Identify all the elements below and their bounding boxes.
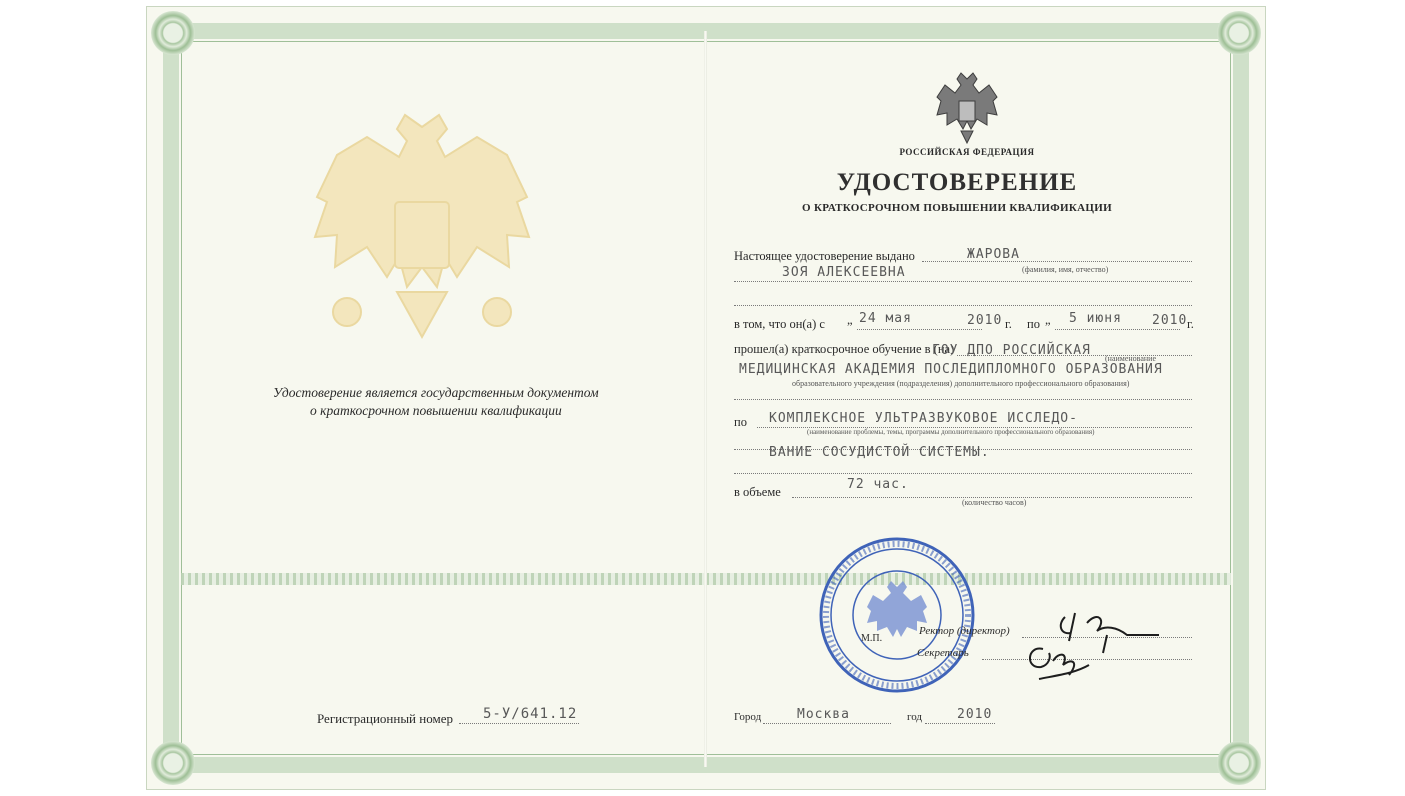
blank-line bbox=[734, 305, 1192, 306]
blank-line bbox=[734, 281, 1192, 282]
certificate-spread bbox=[146, 6, 1266, 790]
year-value: 2010 bbox=[957, 707, 993, 722]
secretary-label: Секретарь bbox=[917, 647, 969, 659]
start-date-line bbox=[857, 329, 982, 330]
end-date-line bbox=[1055, 329, 1180, 330]
city-value: Москва bbox=[797, 707, 850, 722]
year-line bbox=[925, 723, 995, 724]
topic-line1: КОМПЛЕКСНОЕ УЛЬТРАЗВУКОВОЕ ИССЛЕДО- bbox=[769, 411, 1078, 426]
period-to: по bbox=[1027, 317, 1040, 331]
secretary-signature bbox=[1019, 635, 1099, 685]
page-fold bbox=[704, 31, 707, 767]
certificate-subtitle: О КРАТКОСРОЧНОМ ПОВЫШЕНИИ КВАЛИФИКАЦИИ bbox=[802, 202, 1112, 214]
city-line bbox=[763, 723, 891, 724]
reg-line bbox=[459, 723, 579, 724]
period-prefix: в том, что он(а) с bbox=[734, 317, 825, 331]
volume-label: в объеме bbox=[734, 485, 781, 499]
left-note-line2: о краткосрочном повышении квалификации bbox=[310, 403, 562, 418]
institution-caption: образовательного учреждения (подразделения) дополнительного профессионального образования) bbox=[792, 379, 1130, 388]
start-year: 2010 bbox=[967, 313, 1003, 328]
given-names-value: ЗОЯ АЛЕКСЕЕВНА bbox=[782, 265, 906, 280]
blank-line bbox=[734, 399, 1192, 400]
quote-mark: „ bbox=[1045, 313, 1051, 327]
mp-label: М.П. bbox=[861, 633, 883, 644]
issued-label: Настоящее удостоверение выдано bbox=[734, 249, 915, 263]
corner-rosette bbox=[1217, 11, 1261, 55]
reg-label: Регистрационный номер bbox=[317, 711, 453, 726]
corner-rosette bbox=[151, 11, 195, 55]
surname-value: ЖАРОВА bbox=[967, 247, 1020, 262]
institution-line2: МЕДИЦИНСКАЯ АКАДЕМИЯ ПОСЛЕДИПЛОМНОГО ОБРАЗОВАНИЯ bbox=[739, 362, 1163, 377]
end-day-month: 5 июня bbox=[1069, 311, 1122, 326]
year-label: год bbox=[907, 711, 923, 723]
institution-caption-right: (наименование bbox=[1105, 354, 1157, 363]
coat-of-arms-icon bbox=[935, 71, 999, 145]
start-day-month: 24 мая bbox=[859, 311, 912, 326]
volume-caption: (количество часов) bbox=[962, 498, 1027, 507]
reg-number: 5-У/641.12 bbox=[483, 706, 578, 722]
corner-rosette bbox=[151, 741, 195, 785]
city-label: Город bbox=[734, 711, 762, 723]
volume-value: 72 час. bbox=[847, 477, 909, 492]
country-label: РОССИЙСКАЯ ФЕДЕРАЦИЯ bbox=[899, 147, 1035, 157]
official-seal-stamp bbox=[817, 535, 977, 695]
institution-line1: ГОУ ДПО РОССИЙСКАЯ bbox=[932, 343, 1091, 358]
rector-label: Ректор (директор) bbox=[919, 625, 1010, 637]
year-abbr: г. bbox=[1005, 317, 1012, 331]
year-abbr: г. bbox=[1187, 317, 1194, 331]
training-label: прошел(а) краткосрочное обучение в (на) bbox=[734, 342, 955, 356]
name-caption: (фамилия, имя, отчество) bbox=[1022, 265, 1109, 274]
topic-caption: (наименование проблемы, темы, программы дополнительного профессионального образования) bbox=[807, 428, 1095, 436]
corner-rosette bbox=[1217, 741, 1261, 785]
topic-line2: ВАНИЕ СОСУДИСТОЙ СИСТЕМЫ. bbox=[769, 445, 990, 460]
blank-line bbox=[734, 473, 1192, 474]
quote-mark: „ bbox=[847, 313, 853, 327]
issued-line bbox=[922, 261, 1192, 262]
end-year: 2010 bbox=[1152, 313, 1188, 328]
topic-label: по bbox=[734, 415, 747, 429]
embossed-eagle-emblem bbox=[307, 107, 537, 347]
certificate-title: УДОСТОВЕРЕНИЕ bbox=[836, 169, 1078, 196]
left-note-line1: Удостоверение является государственным документом bbox=[273, 385, 599, 400]
